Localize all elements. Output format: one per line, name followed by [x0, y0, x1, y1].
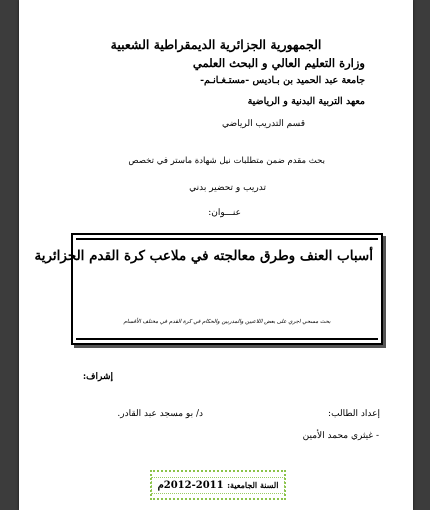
thesis-title: أسباب العنف وطرق معالجته في ملاعب كرة القدم الجزائرية: [34, 248, 373, 264]
thesis-title-label: عنـــوان:: [208, 208, 241, 218]
department-line: قسم التدريب الرياضي: [221, 119, 305, 129]
thesis-title-box: [34, 233, 383, 345]
title-box-rule-bottom: [76, 338, 378, 340]
academic-year-text: [151, 477, 286, 494]
thesis-specialty: تدريب و تحضير بدني: [189, 183, 266, 193]
document-page: [19, 0, 413, 510]
academic-year-label: السنة الجامعية:: [227, 479, 279, 490]
student-label: إعداد الطالب:: [328, 409, 380, 419]
thesis-subtitle: بحث مسحي اجري على بعض اللاعبين والمدربين والحكام في كرة القدم في مختلف الأقسام: [123, 319, 331, 325]
academic-year-value: 2011-2012م: [157, 479, 224, 491]
student-name: - غيثري محمد الأمين: [302, 431, 379, 441]
academic-year-box: [150, 470, 286, 500]
institute-line: معهد التربية البدنية و الرياضية: [247, 96, 365, 107]
republic-heading: الجمهورية الجزائرية الديمقراطية الشعبية: [110, 37, 322, 52]
university-line: جامعة عبد الحميد بن بـاديس -مستـغـانـم-: [200, 75, 365, 86]
supervisor-name: د/ بو مسجد عبد القادر.: [117, 409, 203, 419]
supervision-label: إشراف:: [82, 372, 113, 382]
ministry-line: وزارة التعليم العالي و البحث العلمي: [192, 56, 365, 70]
title-box-rule-top: [76, 238, 378, 240]
thesis-purpose: بحث مقدم ضمن متطلبات نيل شهادة ماستر في تخصص: [128, 156, 325, 166]
